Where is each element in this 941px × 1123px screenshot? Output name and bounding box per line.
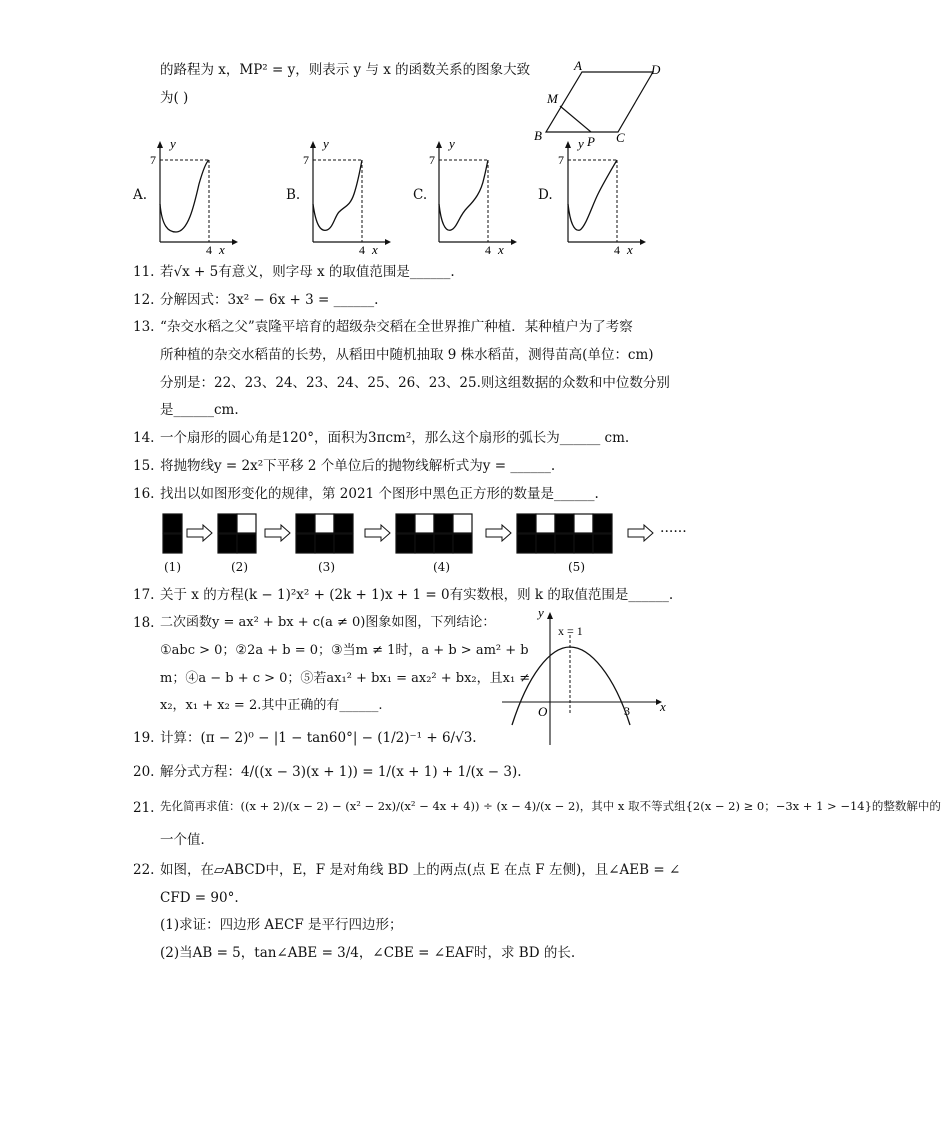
- arrow-icon: [365, 525, 390, 541]
- option-a-graph: [150, 136, 240, 256]
- question-13-line-4: 是______cm.: [160, 402, 239, 418]
- black-square: [517, 514, 536, 533]
- black-square: [517, 534, 536, 553]
- black-square: [593, 514, 612, 533]
- question-21-line-2: 一个值．: [160, 832, 214, 848]
- question-14-number: 14.: [133, 430, 155, 446]
- origin-label: O: [538, 704, 548, 719]
- x-axis-label: x: [660, 699, 666, 714]
- black-square: [163, 534, 182, 553]
- question-16-number: 16.: [133, 486, 155, 502]
- question-22-line-2: CFD = 90°.: [160, 890, 239, 906]
- question-20-text: 解分式方程：4/((x − 3)(x + 1)) = 1/(x + 1) + 1/(x − 3).: [160, 764, 522, 780]
- question-14-text: 一个扇形的圆心角是120°，面积为3πcm²，那么这个扇形的弧长为______ cm.: [160, 430, 630, 446]
- arrow-icon: [187, 525, 212, 541]
- figure-4-caption: (4): [433, 560, 450, 574]
- black-square: [396, 514, 415, 533]
- black-square: [396, 534, 415, 553]
- question-18-number: 18.: [133, 615, 155, 631]
- figure-1-caption: (1): [164, 560, 181, 574]
- black-square: [434, 534, 453, 553]
- question-12-text: 分解因式：3x² − 6x + 3 = ______.: [160, 292, 379, 308]
- white-square: [415, 514, 434, 533]
- question-11-number: 11.: [133, 264, 155, 280]
- vertex-a-label: A: [574, 58, 582, 73]
- x-tick-label: 4: [485, 243, 491, 257]
- black-square: [415, 534, 434, 553]
- figure-5-caption: (5): [568, 560, 585, 574]
- question-18-line-4: x₂，x₁ + x₂ = 2.其中正确的有______.: [160, 698, 383, 713]
- question-18-line-2: ①abc > 0；②2a + b = 0；③当m ≠ 1时，a + b > am² + b: [160, 643, 529, 658]
- symmetry-axis-label: x = 1: [558, 624, 583, 638]
- q10-line-1: 的路程为 x，MP² = y，则表示 y 与 x 的函数关系的图象大致: [160, 62, 531, 78]
- black-square: [218, 514, 237, 533]
- y-axis-label: y: [170, 136, 176, 151]
- black-square: [434, 514, 453, 533]
- figure-3-caption: (3): [318, 560, 335, 574]
- x-tick-label: 4: [614, 243, 620, 257]
- option-b-graph: [303, 136, 393, 256]
- question-18-line-3: m；④a − b + c > 0；⑤若ax₁² + bx₁ = ax₂² + bx₂，且x₁ ≠: [160, 671, 531, 686]
- white-square: [574, 514, 593, 533]
- question-21-number: 21.: [133, 800, 155, 816]
- black-square: [555, 534, 574, 553]
- question-22-line-4: (2)当AB = 5，tan∠ABE = 3/4，∠CBE = ∠EAF时，求 BD 的长.: [160, 945, 576, 961]
- question-22-number: 22.: [133, 862, 155, 878]
- y-axis-label: y: [538, 605, 544, 620]
- vertex-c-label: C: [616, 130, 625, 145]
- x-axis-label: x: [219, 242, 225, 257]
- black-square: [453, 534, 472, 553]
- black-square: [555, 514, 574, 533]
- x-tick-label: 4: [206, 243, 212, 257]
- y-axis-label: y: [449, 136, 455, 151]
- question-20-number: 20.: [133, 764, 155, 780]
- question-13-line-2: 所种植的杂交水稻苗的长势，从稻田中随机抽取 9 株水稻苗，测得苗高(单位：cm): [160, 347, 654, 363]
- black-square: [237, 534, 256, 553]
- black-square: [296, 514, 315, 533]
- question-16-text: 找出以如图形变化的规律，第 2021 个图形中黑色正方形的数量是______.: [160, 486, 599, 502]
- y-axis-label: y: [578, 136, 584, 151]
- arrow-icon: [265, 525, 290, 541]
- x-axis-label: x: [372, 242, 378, 257]
- question-22-line-1: 如图，在▱ABCD中，E，F 是对角线 BD 上的两点(点 E 在点 F 左侧)，且∠AEB = ∠: [160, 862, 681, 878]
- white-square: [315, 514, 334, 533]
- parabola-graph: [500, 605, 680, 755]
- q10-line-2: 为( ): [160, 90, 189, 106]
- question-22-line-3: (1)求证：四边形 AECF 是平行四边形；: [160, 917, 403, 933]
- question-15-number: 15.: [133, 458, 155, 474]
- arrow-icon: [628, 525, 653, 541]
- point-p-label: P: [587, 134, 595, 149]
- black-square: [334, 514, 353, 533]
- option-a-label: A.: [133, 187, 148, 203]
- x-tick-label: 4: [359, 243, 365, 257]
- black-square: [536, 534, 555, 553]
- question-13-line-3: 分别是：22、23、24、23、24、25、26、23、25.则这组数据的众数和中位数分别: [160, 375, 670, 391]
- question-17-text: 关于 x 的方程(k − 1)²x² + (2k + 1)x + 1 = 0有实数根，则 k 的取值范围是______.: [160, 587, 674, 603]
- question-13-line-1: “杂交水稻之父”袁隆平培育的超级杂交稻在全世界推广种植．某种植户为了考察: [160, 319, 633, 335]
- question-18-line-1: 二次函数y = ax² + bx + c(a ≠ 0)图象如图，下列结论：: [160, 615, 496, 630]
- white-square: [237, 514, 256, 533]
- y-tick-label: 7: [303, 153, 309, 167]
- question-13-number: 13.: [133, 319, 155, 335]
- point-m-label: M: [547, 91, 558, 106]
- question-19-text: 计算：(π − 2)⁰ − |1 − tan60°| − (1/2)⁻¹ + 6/√3.: [160, 730, 477, 746]
- question-17-number: 17.: [133, 587, 155, 603]
- black-square: [593, 534, 612, 553]
- black-square: [334, 534, 353, 553]
- y-tick-label: 7: [429, 153, 435, 167]
- x-axis-label: x: [498, 242, 504, 257]
- black-square: [315, 534, 334, 553]
- question-19-number: 19.: [133, 730, 155, 746]
- vertex-b-label: B: [534, 128, 542, 143]
- option-c-label: C.: [413, 187, 428, 203]
- question-15-text: 将抛物线y = 2x²下平移 2 个单位后的抛物线解析式为y = ______.: [160, 458, 556, 474]
- white-square: [453, 514, 472, 533]
- white-square: [536, 514, 555, 533]
- question-12-number: 12.: [133, 292, 155, 308]
- option-d-graph: [558, 136, 648, 256]
- pattern-ellipsis: ......: [660, 520, 687, 536]
- y-tick-label: 7: [150, 153, 156, 167]
- question-11-text: 若√x + 5有意义，则字母 x 的取值范围是______.: [160, 264, 455, 280]
- black-square: [163, 514, 182, 533]
- figure-2-caption: (2): [231, 560, 248, 574]
- black-square: [574, 534, 593, 553]
- y-axis-label: y: [323, 136, 329, 151]
- root-label: 3: [624, 704, 630, 718]
- black-square: [218, 534, 237, 553]
- black-square: [296, 534, 315, 553]
- arrow-icon: [486, 525, 511, 541]
- question-21-line-1: 先化简再求值：((x + 2)/(x − 2) − (x² − 2x)/(x² − 4x + 4)) ÷ (x − 4)/(x − 2)，其中 x 取不等式组{2(x − 2) ≥ 0；−3x + 1 > −14}的整数解中的: [160, 799, 941, 813]
- x-axis-label: x: [627, 242, 633, 257]
- vertex-d-label: D: [651, 62, 661, 77]
- option-b-label: B.: [286, 187, 301, 203]
- option-c-graph: [429, 136, 519, 256]
- y-tick-label: 7: [558, 153, 564, 167]
- option-d-label: D.: [538, 187, 553, 203]
